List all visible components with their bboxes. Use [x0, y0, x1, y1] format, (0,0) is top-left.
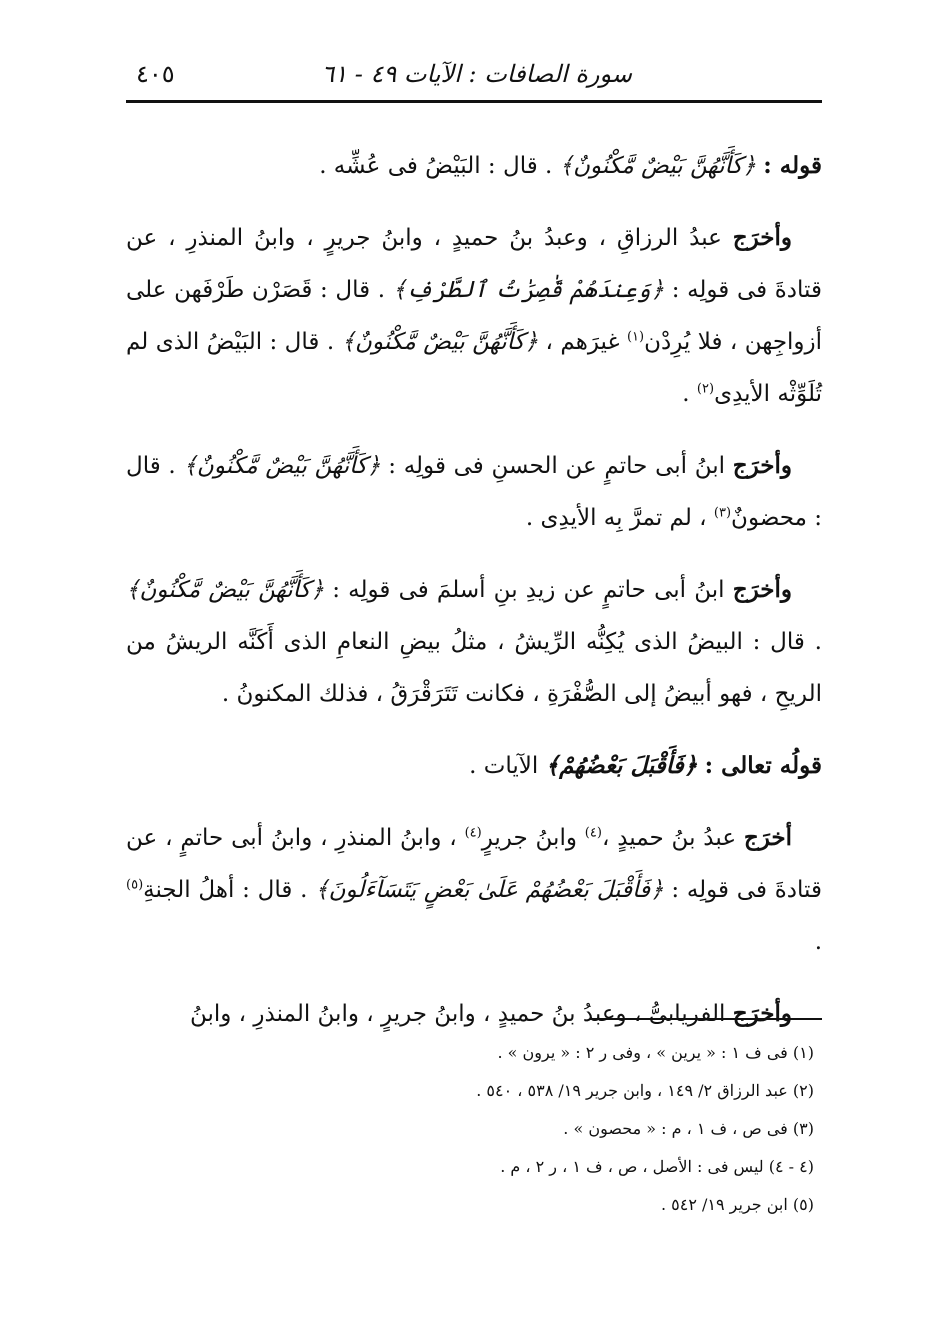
paragraph-text: . قال : البَيْضُ فى عُشِّه . — [319, 153, 553, 179]
footnote-ref: (١) — [626, 329, 645, 345]
footnote-ref: (٤) — [584, 825, 602, 841]
section-heading: قولُه تعالى : — [704, 752, 822, 779]
page-number: ٤٠٥ — [136, 60, 175, 88]
paragraph-text: . — [682, 381, 690, 407]
quran-verse: ﴿كَأَنَّهُنَّ بَيْضٌ مَّكْنُونٌ﴾ — [341, 329, 539, 355]
paragraph-lead: وأخرَج — [732, 452, 793, 479]
quran-verse: ﴿كَأَنَّهُنَّ بَيْضٌ مَّكْنُونٌ﴾ — [183, 453, 381, 479]
paragraph-text: ، وابنُ المنذرِ ، وابنُ أبى حاتمٍ ، عن قتادةَ فى قولِه : — [126, 825, 822, 903]
quran-verse: ﴿وَعِندَهُمْ قَٰصِرَٰتُ ٱلطَّرْفِ﴾ — [392, 277, 665, 303]
paragraph-lead: وأخرَج — [732, 1000, 792, 1027]
main-text — [126, 140, 822, 1060]
header-rule — [126, 100, 822, 103]
footnote-ref: (٤) — [464, 825, 482, 841]
paragraph-text: عبدُ بنُ حميدٍ ، — [601, 825, 737, 851]
paragraph-text: عبدُ الرزاقِ ، وعبدُ بنُ حميدٍ ، وابنُ جريرٍ ، وابنُ المنذرِ ، عن قتادةَ فى قولِه : — [126, 225, 822, 303]
running-title: سورة الصافات : الآيات ٤٩ - ٦١ — [321, 60, 632, 88]
paragraph-text: . قال : قَصَرْن طَرْفَهن على أزواجِهن ، فلا يُرِدْن — [126, 277, 823, 355]
paragraph-2 — [126, 212, 822, 420]
footnote-ref: (٥) — [126, 877, 144, 893]
paragraph-4 — [126, 564, 822, 720]
footnote-2: (٢) عبد الرزاق ٢/ ١٤٩ ، وابن جرير ١٩/ ٥٣٨ ، ٥٤٠ . — [476, 1081, 814, 1100]
paragraph-lead: وأخرَج — [732, 576, 792, 603]
footnote-3: (٣) فى ص ، ف ١ ، م : « محصون » . — [563, 1119, 814, 1138]
footnotes — [126, 1034, 822, 1224]
paragraph-text: غيرَهم ، — [545, 329, 620, 355]
footnote-4: (٤ - ٤) ليس فى : الأصل ، ص ، ف ١ ، ر ٢ ، م . — [500, 1157, 814, 1176]
paragraph-text: الفريابىُّ ، وعبدُ بنُ حميدٍ ، وابنُ جريرٍ ، وابنُ المنذرِ ، وابنُ — [189, 1001, 726, 1027]
paragraph-lead: قوله : — [763, 152, 822, 179]
footnote-5: (٥) ابن جرير ١٩/ ٥٤٢ . — [660, 1195, 814, 1214]
footnote-ref: (٣) — [713, 505, 732, 521]
paragraph-6 — [126, 812, 822, 968]
paragraph-text: الآيات . — [469, 753, 539, 779]
paragraph-text: . قال : البيضُ الذى يُكِنُّه الرِّيشُ ، مثلُ بيضِ النعامِ الذى أَكَنَّه الريشُ من الريحِ ، فهو أبيضُ إلى الصُّفْرَةِ ، فكانت تَتَرَقْرَقُ ، فذلك المكنونُ . — [126, 629, 822, 707]
paragraph-lead: وأخرَج — [732, 224, 793, 251]
footnote-1: (١) فى ف ١ : « يرين » ، وفى ر ٢ : « يرون » . — [497, 1043, 814, 1062]
quran-verse: ﴿كَأَنَّهُنَّ بَيْضٌ مَّكْنُونٌ﴾ — [559, 153, 756, 179]
paragraph-text: . قال : محضونٌ — [126, 453, 822, 531]
paragraph-text: . قال : أهلُ الجنةِ — [143, 877, 308, 903]
footnote-rule — [590, 1018, 822, 1020]
quran-verse: ﴿كَأَنَّهُنَّ بَيْضٌ مَّكْنُونٌ﴾ — [126, 577, 325, 603]
paragraph-text: وابنُ جريرٍ — [481, 825, 577, 851]
paragraph-lead: أخرَج — [743, 824, 793, 851]
paragraph-5 — [126, 740, 822, 792]
paragraph-1 — [126, 140, 822, 192]
footnote-ref: (٢) — [696, 381, 715, 397]
paragraph-text: . — [814, 929, 822, 955]
paragraph-text: ابنُ أبى حاتمٍ عن الحسنِ فى قولِه : — [388, 453, 726, 479]
quran-verse: ﴿فَأَقْبَلَ بَعْضُهُمْ﴾ — [545, 752, 698, 779]
paragraph-text: ابنُ أبى حاتمٍ عن زيدِ بنِ أسلمَ فى قولِه : — [332, 577, 725, 603]
paragraph-text: ، لم تمرَّ بِه الأيدِى . — [525, 505, 707, 531]
paragraph-text: . قال : البَيْضُ الذى لم تُلَوِّثْه الأيدِى — [126, 329, 822, 407]
paragraph-7 — [126, 988, 822, 1040]
paragraph-3 — [126, 440, 822, 544]
quran-verse: ﴿فَأَقْبَلَ بَعْضُهُمْ عَلَىٰ بَعْضٍ يَتَسَآءَلُونَ﴾ — [315, 877, 664, 903]
page-header — [126, 56, 822, 94]
